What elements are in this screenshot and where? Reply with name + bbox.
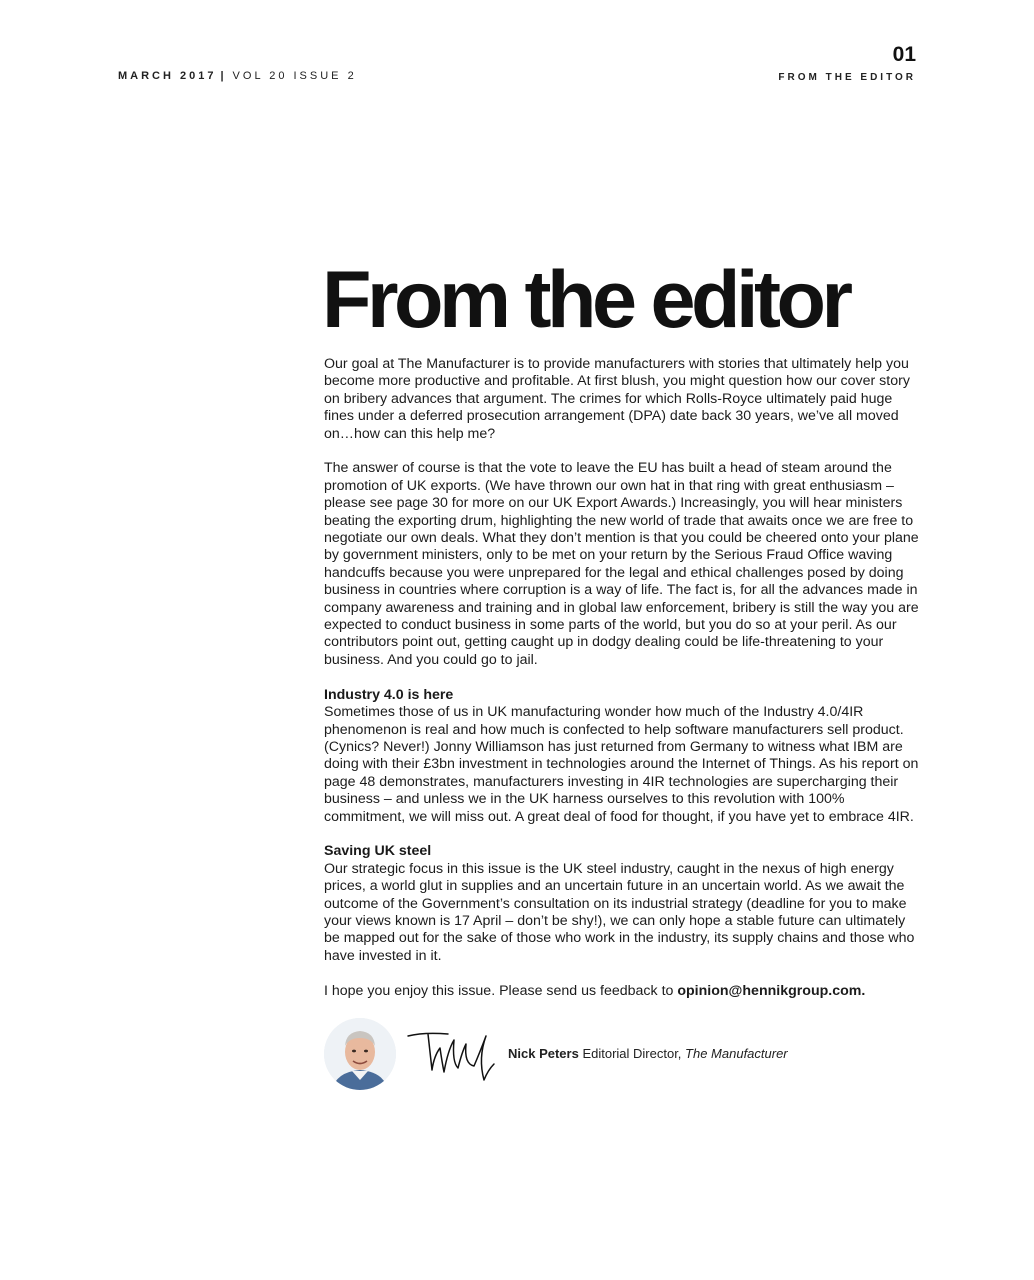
paragraph: Sometimes those of us in UK manufacturing wonder how much of the Industry 4.0/4IR phenomenon is real and how much is confected to help software manufacturers sell product. (Cynics? Never!) Jonny Williamson has just returned from Germany to witness what IBM are doing with their £3bn investment in technologies around the Internet of Things. As his report on page 48 demonstrates, manufacturers investing in 4IR technologies are supercharging their business – and unless we in the UK harness ourselves to this revolution with 100% commitment, we will miss out. A great deal of food for thought, if you have yet to embrace 4IR. — [324, 704, 919, 825]
subheading-saving-uk-steel: Saving UK steel — [324, 843, 432, 860]
page-header-right — [778, 44, 916, 83]
editorial-article — [322, 255, 920, 1090]
page-number: 01 — [892, 43, 916, 66]
author-signoff — [324, 1018, 920, 1090]
section-label: FROM THE EDITOR — [778, 72, 916, 83]
paragraph: Our strategic focus in this issue is the UK steel industry, caught in the nexus of high energy prices, a world glut in supplies and an uncertain future in an uncertain world. As we await the outcome of the Government’s consultation on its industrial strategy (deadline for you to make your views known is 17 April – don’t be shy!), we can only hope a stable future can ultimately be mapped out for the sake of those who work in the industry, its supply chains and those who have invested in it. — [324, 860, 915, 964]
article-body — [324, 356, 920, 1000]
issue-volume: VOL 20 ISSUE 2 — [232, 70, 357, 82]
signature — [404, 1022, 500, 1086]
page-title: From the editor — [322, 255, 849, 345]
avatar — [324, 1018, 396, 1090]
issue-date: MARCH 2017 — [118, 70, 217, 82]
closing-text: I hope you enjoy this issue. Please send us feedback to — [324, 982, 678, 999]
publication-name: The Manufacturer — [685, 1046, 788, 1062]
issue-info — [118, 70, 357, 82]
author-role: Editorial Director, — [578, 1046, 686, 1062]
closing-paragraph — [324, 983, 920, 1000]
paragraph: The answer of course is that the vote to leave the EU has built a head of steam around the promotion of UK exports. (We have thrown our own hat in that ring with great enthusiasm – please see page 30 for more on our UK Export Awards.) Increasingly, you will hear ministers beating the exporting drum, highlighting the new world of trade that awaits once we are free to negotiate our own deals. What they don’t mention is that you could be cheered onto your plane by government ministers, only to be met on your return by the Serious Fraud Office waving handcuffs because you were unprepared for the legal and ethical challenges posed by doing business in countries where corruption is a way of life. The fact is, for all the advances made in company awareness and training and in global law enforcement, bribery is still the way you are expected to conduct business in some parts of the world, but you do so at your peril. As our contributors point out, getting caught up in dodgy dealing could be life-threatening to your business. And you could go to jail. — [324, 460, 919, 668]
subheading-industry-4: Industry 4.0 is here — [324, 686, 454, 703]
paragraph: Our goal at The Manufacturer is to provide manufacturers with stories that ultimately help you become more productive and profitable. At first blush, you might question how our cover story on bribery advances that argument. The crimes for which Rolls-Royce ultimately paid huge fines under a deferred prosecution arrangement (DPA) date back 30 years, we’ve all moved on…how can this help me? — [324, 356, 910, 442]
feedback-email-link[interactable]: opinion@hennikgroup.com. — [677, 982, 866, 999]
author-name: Nick Peters — [508, 1046, 579, 1062]
header-separator: | — [220, 70, 227, 82]
author-byline — [508, 1046, 788, 1061]
